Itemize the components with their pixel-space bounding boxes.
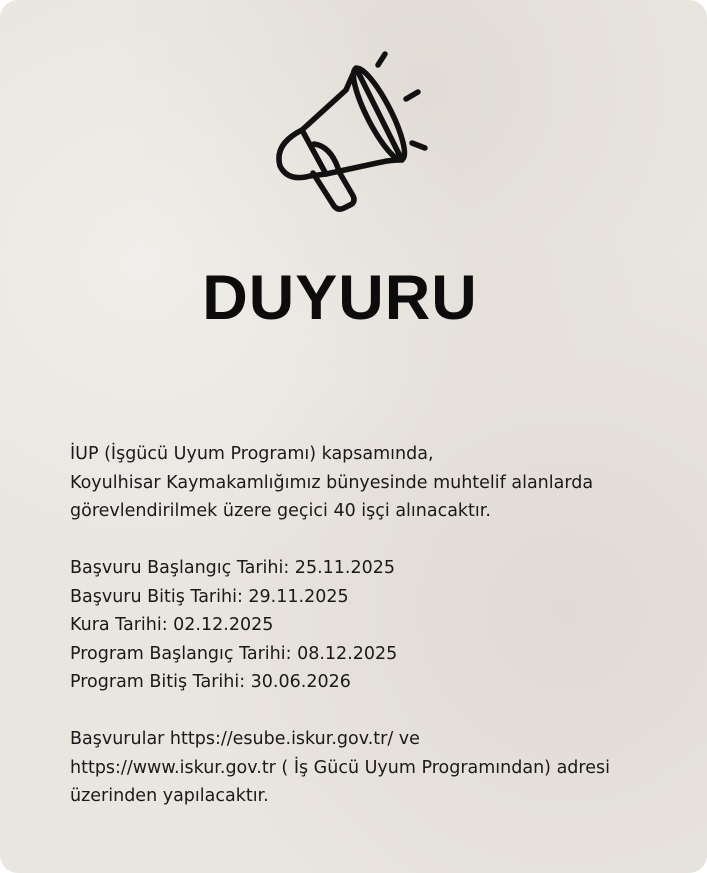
closing-line: https://www.iskur.gov.tr ( İş Gücü Uyum Programından) adresi: [70, 757, 610, 778]
closing-line: Başvurular https://esube.iskur.gov.tr/ ve: [70, 729, 420, 749]
intro-line: İUP (İşgücü Uyum Programı) kapsamında,: [70, 444, 434, 464]
paragraph-gap: [70, 697, 690, 726]
program-end-date: Program Bitiş Tarihi: 30.06.2026: [70, 672, 351, 692]
application-start-date: Başvuru Başlangıç Tarihi: 25.11.2025: [70, 558, 396, 578]
paragraph-gap: [70, 526, 690, 555]
application-end-date: Başvuru Bitiş Tarihi: 29.11.2025: [70, 586, 349, 607]
announcement-body: [70, 440, 690, 811]
program-start-date: Program Başlangıç Tarihi: 08.12.2025: [70, 643, 398, 664]
announcement-title: DUYURU: [202, 263, 478, 333]
megaphone-icon: [266, 48, 436, 213]
lottery-date: Kura Tarihi: 02.12.2025: [70, 615, 274, 635]
intro-line: görevlendirilmek üzere geçici 40 işçi alınacaktır.: [70, 501, 491, 521]
intro-line: Koyulhisar Kaymakamlığımız bünyesinde muhtelif alanlarda: [70, 472, 594, 493]
closing-line: üzerinden yapılacaktır.: [70, 786, 269, 806]
